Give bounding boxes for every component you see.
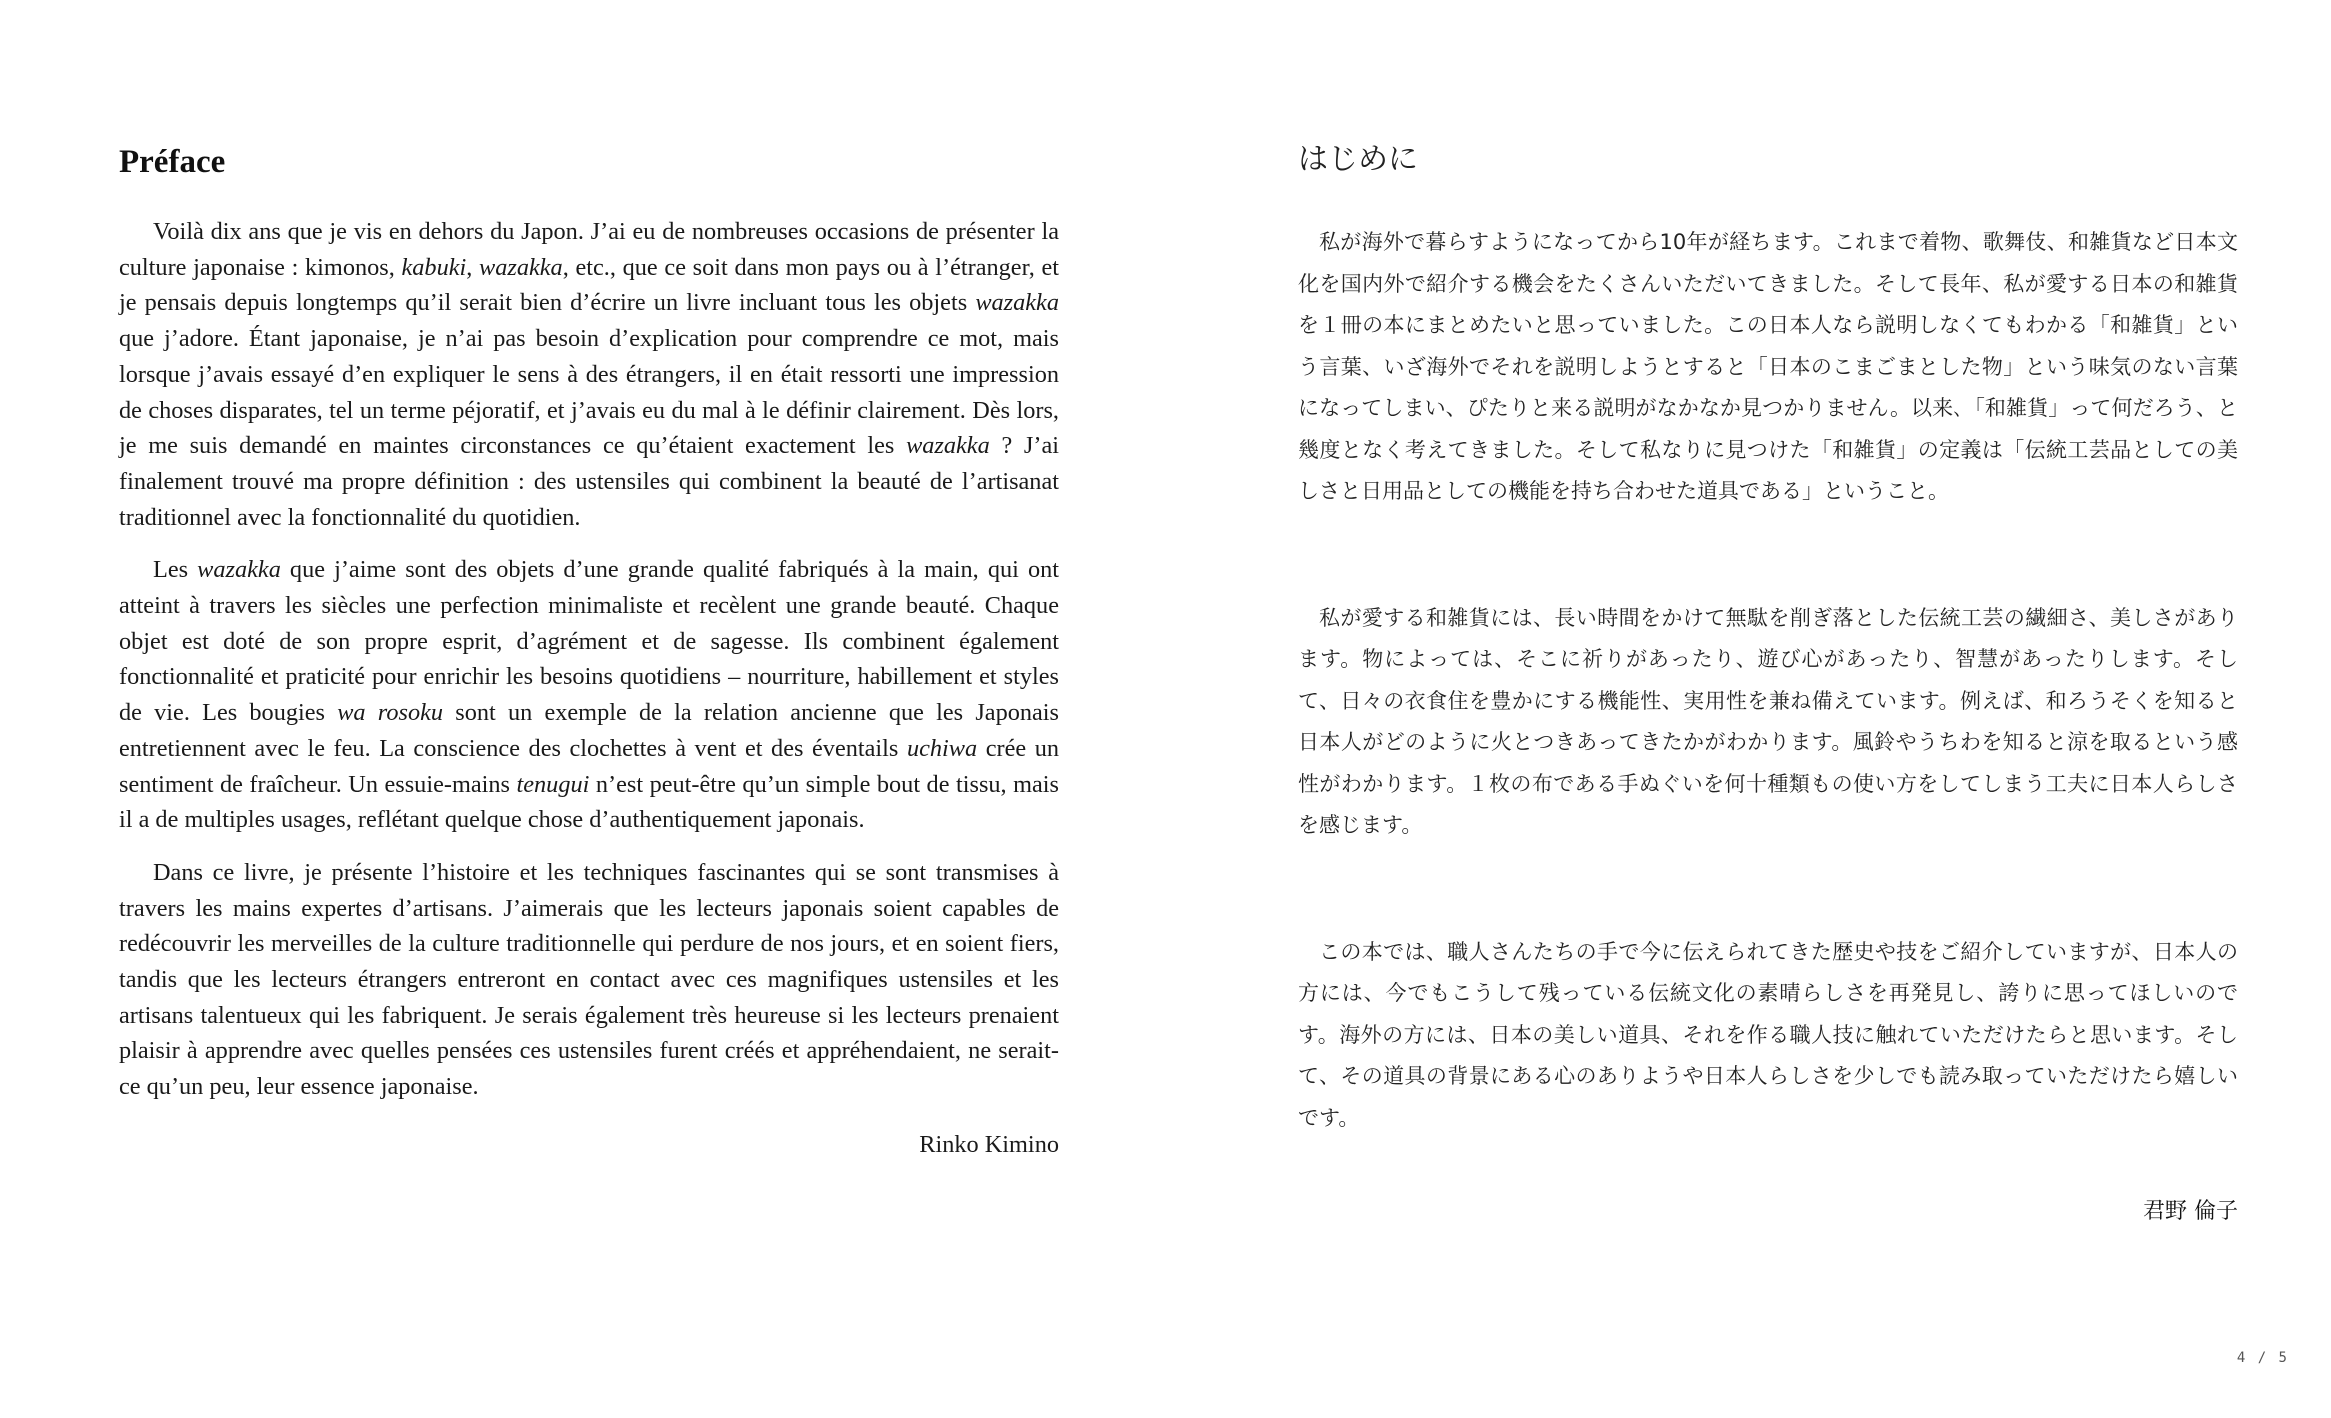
japanese-signature: 君野 倫子 <box>2143 1199 2238 1224</box>
french-title: Préface <box>119 144 226 180</box>
japanese-title: はじめに <box>1298 142 1418 177</box>
italic-term: tenugui <box>516 770 590 798</box>
text-run: crée un sentiment de fraîcheur. Un essuie-mains <box>119 734 1059 798</box>
japanese-paragraph-2: 私が愛する和雑貨には、長い時間をかけて無駄を削ぎ落とした伝統工芸の繊細さ、美しさがあります。物によっては、そこに祈りがあったり、遊び心があったり、智慧があったりします。そして、日々の衣食住を豊かにする機能性、実用性を兼ね備えています。例えば、和ろうそくを知ると日本人がどのように火とつきあってきたかがわかります。風鈴やうちわを知ると涼を取るという感性がわかります。１枚の布である手ぬぐいを何十種類もの使い方をしてしまう工夫に日本人らしさを感じます。 <box>1298 605 2238 837</box>
text-run: Dans ce livre, je présente l’histoire et les techniques fascinantes qui se sont transmises à travers les mains expertes d’artisans. J’aimerais que les lecteurs japonais soient capables de redécouvrir les merveilles de la culture traditionnelle qui perdure de nos jours, et en soient fiers, tandis que les lecteurs étrangers entreront en contact avec ces magnifiques ustensiles et les artisans talentueux qui les fabriquent. Je serais également très heureuse si les lecteurs prenaient plaisir à apprendre avec quelles pensées ces ustensiles furent créés et appréhendaient, ne serait-ce qu’un peu, leur essence japonaise. <box>119 858 1059 1101</box>
italic-term: wazakka <box>906 432 990 460</box>
page-number: 4 / 5 <box>2236 1350 2289 1366</box>
french-paragraph-1 <box>119 214 1059 535</box>
text-run: que j’aime sont des objets d’une grande qualité fabriqués à la main, qui ont atteint à travers les siècles une perfection minimaliste et recèlent une grande beauté. Chaque objet est doté de son propre esprit, d’agrément et de sagesse. Ils combinent également fonctionnalité et praticité pour enrichir les besoins quotidiens – nourriture, habillement et styles de vie. Les bougies <box>119 556 1060 727</box>
french-column <box>119 142 1059 1163</box>
japanese-paragraph-3: この本では、職人さんたちの手で今に伝えられてきた歴史や技をご紹介していますが、日本人の方には、今でもこうして残っている伝統文化の素晴らしさを再発見し、誇りに思ってほしいのです。海外の方には、日本の美しい道具、それを作る職人技に触れていただけたらと思います。そして、その道具の背景にある心のありようや日本人らしさを少しでも読み取っていただけたら嬉しいです。 <box>1298 939 2238 1130</box>
french-paragraph-3 <box>119 855 1059 1105</box>
italic-term: kabuki <box>401 253 467 281</box>
japanese-paragraph-1: 私が海外で暮らすようになってから10年が経ちます。これまで着物、歌舞伎、和雑貨など日本文化を国内外で紹介する機会をたくさんいただいてきました。そして長年、私が愛する日本の和雑貨を１冊の本にまとめたいと思っていました。この日本人なら説明しなくてもわかる「和雑貨」という言葉、いざ海外でそれを説明しようとすると「日本のこまごまとした物」という味気のない言葉になってしまい、ぴたりと来る説明がなかなか見つかりません。以来､「和雑貨」って何だろう、と幾度となく考えてきました。そして私なりに見つけた「和雑貨」の定義は「伝統工芸品としての美しさと日用品としての機能を持ち合わせた道具である」ということ。 <box>1298 230 2238 503</box>
italic-term: wa rosoku <box>337 699 444 727</box>
text-run: , <box>466 253 480 281</box>
italic-term: wazakka <box>479 253 563 281</box>
italic-term: uchiwa <box>906 734 978 762</box>
text-run: Les <box>153 556 198 584</box>
text-run: que j’adore. Étant japonaise, je n’ai pas besoin d’explication pour comprendre ce mot, mais lorsque j’avais essayé d’en expliquer le sens à des étrangers, il en était ressorti une impression de choses disparates, tel un terme péjoratif, et j’avais eu du mal à le définir clairement. Dès lors, je me suis demandé en maintes circonstances ce qu’étaient exactement les <box>119 325 1059 460</box>
french-paragraph-2 <box>119 552 1059 838</box>
text-run: Voilà dix ans que je vis en dehors du Japon. J’ai eu de nombreuses occasions de présenter la culture japonaise : kimonos, <box>119 218 1059 281</box>
japanese-column <box>1298 140 2238 1230</box>
text-run: ? J’ai finalement trouvé ma propre définition : des ustensiles qui combinent la beauté de l’artisanat traditionnel avec la fonctionnalité du quotidien. <box>119 432 1060 531</box>
french-signature: Rinko Kimino <box>919 1130 1059 1158</box>
text-run: n’est peut-être qu’un simple bout de tissu, mais il a de multiples usages, reflétant quelque chose d’authentiquement japonais. <box>119 770 1060 834</box>
italic-term: wazakka <box>975 289 1059 317</box>
right-page <box>1166 0 2331 1418</box>
text-run: sont un exemple de la relation ancienne que les Japonais entretiennent avec le feu. La conscience des clochettes à vent et des éventails <box>119 699 1060 762</box>
italic-term: wazakka <box>197 556 281 584</box>
text-run: , etc., que ce soit dans mon pays ou à l’étranger, et je pensais depuis longtemps qu’il serait bien d’écrire un livre incluant tous les objets <box>119 253 1059 317</box>
